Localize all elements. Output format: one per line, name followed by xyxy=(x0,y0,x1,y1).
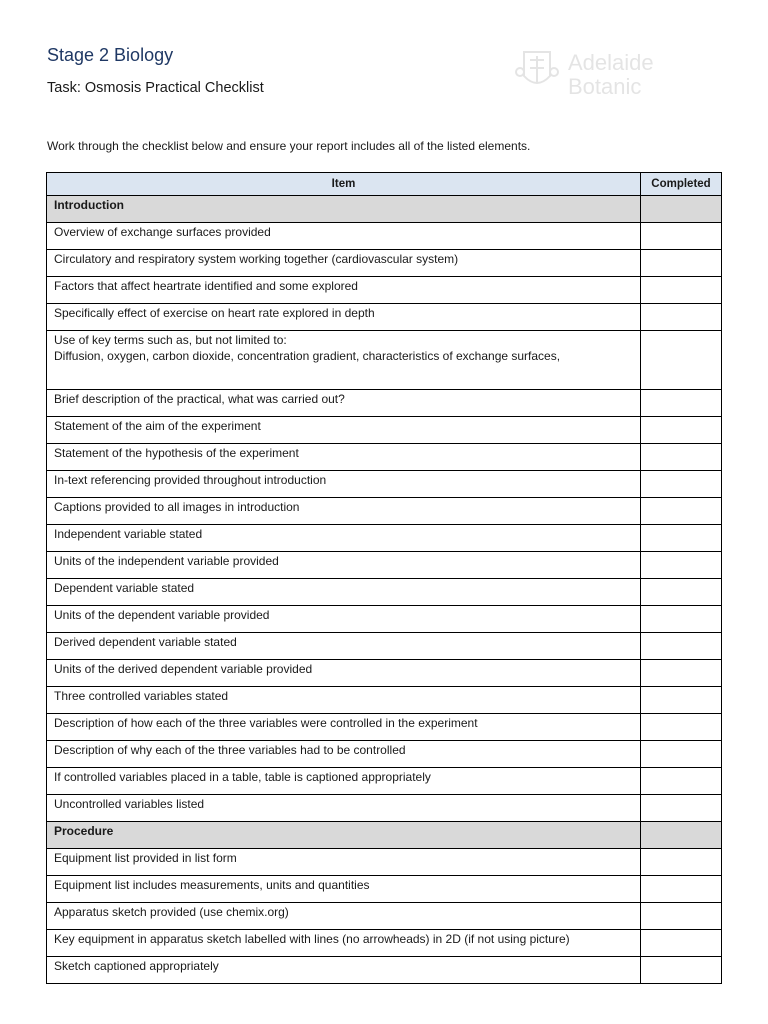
item-label: Key equipment in apparatus sketch labelled with lines (no arrowheads) in 2D (if not using picture) xyxy=(54,932,570,946)
item-label: Specifically effect of exercise on heart rate explored in depth xyxy=(54,306,375,320)
item-cell xyxy=(47,903,641,930)
item-cell xyxy=(47,223,641,250)
table-row xyxy=(47,552,722,579)
completed-checkbox-cell[interactable] xyxy=(641,552,722,579)
table-row xyxy=(47,768,722,795)
table-row xyxy=(47,903,722,930)
completed-checkbox-cell[interactable] xyxy=(641,849,722,876)
item-label: Brief description of the practical, what was carried out? xyxy=(54,392,345,406)
item-cell xyxy=(47,957,641,984)
completed-checkbox-cell[interactable] xyxy=(641,741,722,768)
item-cell xyxy=(47,250,641,277)
table-row xyxy=(47,876,722,903)
item-cell xyxy=(47,660,641,687)
item-label-continued: Diffusion, oxygen, carbon dioxide, concentration gradient, characteristics of exchange surfaces, xyxy=(54,349,561,363)
completed-checkbox-cell[interactable] xyxy=(641,903,722,930)
completed-checkbox-cell[interactable] xyxy=(641,795,722,822)
item-label: In-text referencing provided throughout introduction xyxy=(54,473,327,487)
table-row xyxy=(47,606,722,633)
item-label: Description of why each of the three variables had to be controlled xyxy=(54,743,406,757)
checklist-table xyxy=(46,172,722,984)
document-subtitle: Task: Osmosis Practical Checklist xyxy=(47,80,264,96)
completed-checkbox-cell[interactable] xyxy=(641,331,722,390)
item-cell xyxy=(47,444,641,471)
table-row xyxy=(47,741,722,768)
column-header-completed: Completed xyxy=(641,173,722,196)
completed-checkbox-cell[interactable] xyxy=(641,930,722,957)
completed-checkbox-cell[interactable] xyxy=(641,606,722,633)
item-cell xyxy=(47,687,641,714)
table-row xyxy=(47,930,722,957)
instructions-text: Work through the checklist below and ensure your report includes all of the listed elements. xyxy=(47,139,531,153)
completed-checkbox-cell[interactable] xyxy=(641,444,722,471)
table-row xyxy=(47,633,722,660)
item-label: If controlled variables placed in a table, table is captioned appropriately xyxy=(54,770,431,784)
table-header-row xyxy=(47,173,722,196)
table-row xyxy=(47,417,722,444)
item-label: Derived dependent variable stated xyxy=(54,635,237,649)
table-row xyxy=(47,471,722,498)
completed-checkbox-cell[interactable] xyxy=(641,417,722,444)
table-row xyxy=(47,304,722,331)
item-cell xyxy=(47,633,641,660)
item-label: Equipment list includes measurements, units and quantities xyxy=(54,878,370,892)
table-row xyxy=(47,849,722,876)
completed-checkbox-cell[interactable] xyxy=(641,660,722,687)
item-cell xyxy=(47,390,641,417)
completed-checkbox-cell[interactable] xyxy=(641,498,722,525)
table-row xyxy=(47,795,722,822)
item-label: Overview of exchange surfaces provided xyxy=(54,225,271,239)
completed-checkbox-cell[interactable] xyxy=(641,579,722,606)
table-row xyxy=(47,277,722,304)
item-cell xyxy=(47,331,641,390)
completed-checkbox-cell[interactable] xyxy=(641,304,722,331)
completed-checkbox-cell[interactable] xyxy=(641,223,722,250)
completed-checkbox-cell[interactable] xyxy=(641,250,722,277)
item-cell xyxy=(47,277,641,304)
item-cell xyxy=(47,304,641,331)
item-label: Apparatus sketch provided (use chemix.org) xyxy=(54,905,289,919)
table-row xyxy=(47,660,722,687)
table-row xyxy=(47,687,722,714)
table-row xyxy=(47,525,722,552)
item-cell xyxy=(47,471,641,498)
completed-checkbox-cell[interactable] xyxy=(641,471,722,498)
item-cell xyxy=(47,930,641,957)
item-label: Procedure xyxy=(54,824,114,838)
item-cell xyxy=(47,741,641,768)
item-label: Dependent variable stated xyxy=(54,581,195,595)
item-label: Introduction xyxy=(54,198,124,212)
item-label: Three controlled variables stated xyxy=(54,689,229,703)
item-label: Units of the derived dependent variable provided xyxy=(54,662,313,676)
item-cell xyxy=(47,552,641,579)
section-row xyxy=(47,196,722,223)
item-label: Independent variable stated xyxy=(54,527,203,541)
item-cell xyxy=(47,498,641,525)
table-row xyxy=(47,714,722,741)
completed-checkbox-cell[interactable] xyxy=(641,277,722,304)
section-row xyxy=(47,822,722,849)
item-label: Circulatory and respiratory system working together (cardiovascular system) xyxy=(54,252,459,266)
section-label xyxy=(47,196,641,223)
item-cell xyxy=(47,606,641,633)
item-label: Statement of the aim of the experiment xyxy=(54,419,261,433)
completed-checkbox-cell[interactable] xyxy=(641,957,722,984)
section-label xyxy=(47,822,641,849)
school-logo xyxy=(512,42,712,100)
item-label: Description of how each of the three variables were controlled in the experiment xyxy=(54,716,478,730)
item-label: Equipment list provided in list form xyxy=(54,851,237,865)
item-cell xyxy=(47,417,641,444)
item-cell xyxy=(47,714,641,741)
completed-checkbox-cell[interactable] xyxy=(641,525,722,552)
completed-checkbox-cell xyxy=(641,822,722,849)
document-title: Stage 2 Biology xyxy=(47,45,174,65)
item-cell xyxy=(47,525,641,552)
completed-checkbox-cell[interactable] xyxy=(641,714,722,741)
item-label: Statement of the hypothesis of the experiment xyxy=(54,446,299,460)
completed-checkbox-cell[interactable] xyxy=(641,687,722,714)
table-row xyxy=(47,444,722,471)
item-label: Captions provided to all images in introduction xyxy=(54,500,300,514)
item-cell xyxy=(47,849,641,876)
item-cell xyxy=(47,768,641,795)
completed-checkbox-cell[interactable] xyxy=(641,876,722,903)
table-row xyxy=(47,579,722,606)
item-label: Use of key terms such as, but not limited to: xyxy=(54,333,287,347)
item-label: Factors that affect heartrate identified and some explored xyxy=(54,279,358,293)
completed-checkbox-cell[interactable] xyxy=(641,768,722,795)
item-cell xyxy=(47,795,641,822)
table-row xyxy=(47,250,722,277)
completed-checkbox-cell[interactable] xyxy=(641,633,722,660)
table-row xyxy=(47,390,722,417)
item-label: Units of the independent variable provided xyxy=(54,554,279,568)
table-row xyxy=(47,957,722,984)
item-label: Sketch captioned appropriately xyxy=(54,959,219,973)
svg-text:Adelaide: Adelaide xyxy=(568,50,654,75)
item-label: Units of the dependent variable provided xyxy=(54,608,270,622)
table-row xyxy=(47,498,722,525)
table-row xyxy=(47,223,722,250)
item-cell xyxy=(47,579,641,606)
item-cell xyxy=(47,876,641,903)
item-label: Uncontrolled variables listed xyxy=(54,797,205,811)
svg-text:Botanic: Botanic xyxy=(568,74,642,99)
table-row xyxy=(47,331,722,390)
completed-checkbox-cell[interactable] xyxy=(641,390,722,417)
column-header-item: Item xyxy=(47,173,641,196)
completed-checkbox-cell xyxy=(641,196,722,223)
